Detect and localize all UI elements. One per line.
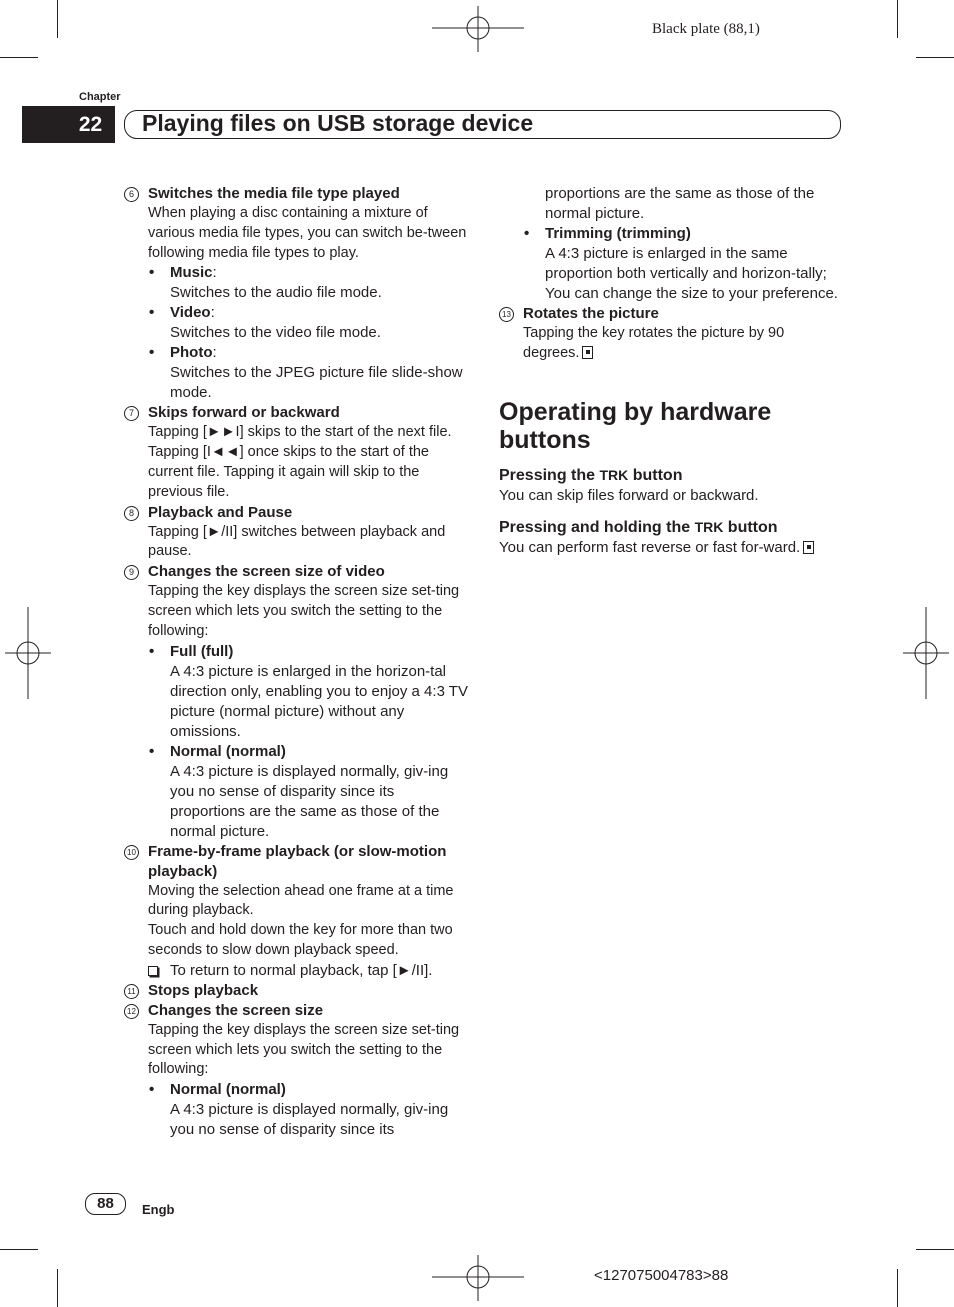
chapter-number-text: 22: [78, 112, 103, 136]
item-title: Skips forward or backward: [148, 404, 340, 422]
bullet-text: Switches to the audio file mode.: [170, 284, 382, 302]
item-title: Changes the screen size: [148, 1001, 324, 1019]
bullet-dot-icon: •: [149, 742, 155, 760]
crop-mark: [897, 1269, 898, 1307]
trk-label: TRK: [599, 466, 629, 483]
crop-mark: [57, 1269, 58, 1307]
item-number-badge: 6: [124, 187, 139, 202]
bullet-dot-icon: •: [149, 344, 155, 362]
chapter-title: Playing files on USB storage device: [142, 110, 534, 136]
item-7-body: Tapping [►►I] skips to the start of the next file. Tapping [I◄◄] once skips to the start of the current file. Tapping it again will skip to the previous file.: [148, 424, 452, 500]
right-column: [499, 184, 844, 558]
bullet-text: Switches to the JPEG picture file slide-show mode.: [170, 364, 463, 402]
item-10-heading: [124, 842, 468, 882]
subheading-pressing: [499, 465, 844, 486]
chapter-label: Chapter: [79, 91, 121, 103]
crop-mark: [897, 0, 898, 38]
crop-mark: [57, 0, 58, 38]
item-title: Frame-by-frame playback (or slow-motion playback): [148, 842, 447, 880]
item-12-heading: [124, 1001, 468, 1021]
bullet-dot-icon: •: [524, 225, 530, 242]
subheading-text: button: [723, 518, 778, 536]
item-number-badge: 7: [124, 406, 139, 421]
language-code: Engb: [142, 1202, 175, 1217]
item-number-badge: 9: [124, 565, 139, 580]
subheading-text: button: [628, 466, 683, 484]
bullet-dot-icon: •: [149, 1081, 155, 1099]
page-number: 88: [85, 1193, 126, 1215]
end-mark-icon: [582, 346, 593, 359]
item-number-badge: 11: [124, 984, 139, 999]
item-title: Playback and Pause: [148, 503, 293, 521]
bullet-title: Video: [170, 304, 211, 322]
bullet-title: Full (full): [170, 642, 234, 660]
registration-mark-left: [5, 607, 51, 699]
item-title: Changes the screen size of video: [148, 563, 385, 581]
item-8-body: Tapping [►/II] switches between playback and pause.: [148, 523, 446, 560]
bullet-full: [124, 642, 468, 662]
bullet-title: Photo: [170, 344, 213, 362]
bullet-text-continued: proportions are the same as those of the normal picture.: [545, 185, 815, 222]
bullet-video: • Video:: [149, 304, 215, 322]
bullet-text: Switches to the video file mode.: [170, 324, 381, 342]
item-number-badge: 8: [124, 506, 139, 521]
item-13-body: [499, 324, 844, 364]
crop-mark: [916, 1249, 954, 1250]
bullet-text: A 4:3 picture is displayed normally, giv-ing you no sense of disparity since its: [170, 1101, 449, 1139]
plate-label: Black plate (88,1): [652, 21, 760, 37]
item-title: Stops playback: [148, 981, 259, 999]
end-mark-icon: [803, 541, 814, 554]
bullet-title: Normal (normal): [170, 1081, 286, 1099]
document-code: <127075004783>88: [594, 1267, 729, 1284]
item-10-body: Touch and hold down the key for more than two seconds to slow down playback speed.: [148, 922, 453, 958]
bullet-dot-icon: •: [149, 304, 155, 322]
bullet-normal: [124, 742, 468, 762]
item-title: Rotates the picture: [523, 305, 659, 322]
chapter-number: [22, 106, 115, 143]
item-7-heading: [124, 403, 468, 423]
crop-mark: [0, 1249, 38, 1250]
registration-mark-right: [903, 607, 949, 699]
subsection-text-wrap: [499, 538, 844, 558]
bullet-dot-icon: •: [149, 642, 155, 660]
registration-mark-bottom: [432, 1255, 524, 1301]
bullet-dot-icon: •: [149, 264, 155, 282]
item-9-body: Tapping the key displays the screen size set-ting screen which lets you switch the setting to the following:: [148, 583, 460, 639]
item-number-badge: 13: [499, 307, 514, 322]
left-column: [124, 184, 468, 1140]
item-11-heading: [124, 981, 468, 1001]
note: [124, 961, 468, 981]
crop-mark: [0, 57, 38, 58]
bullet-title: Trimming (trimming): [545, 225, 691, 242]
bullet-photo: • Photo:: [149, 344, 217, 362]
bullet-text: A 4:3 picture is enlarged in the horizon-tal direction only, enabling you to enjoy a 4:3 TV picture (normal picture) without any omissions.: [170, 662, 468, 740]
subsection-text: You can skip files forward or backward.: [499, 486, 759, 504]
item-title: Switches the media file type played: [148, 185, 400, 202]
subsection-text: You can perform fast reverse or fast for-ward.: [499, 538, 801, 556]
bullet-music: • Music:: [149, 264, 217, 282]
item-12-body: Tapping the key displays the screen size set-ting screen which lets you switch the setting to the following:: [148, 1021, 460, 1078]
item-13-text: Tapping the key rotates the picture by 90 degrees.: [523, 325, 785, 361]
item-number-badge: 10: [124, 845, 139, 860]
item-6-body: When playing a disc containing a mixture of various media file types, you can switch be-tween following media file types to play.: [148, 205, 467, 261]
subheading-text: Pressing the: [499, 466, 600, 484]
bullet-normal: [124, 1080, 468, 1100]
bullet-trimming: [499, 224, 844, 244]
subheading-holding: [499, 517, 844, 538]
item-13-heading: [499, 304, 844, 324]
item-6-heading: [124, 184, 468, 204]
bullet-title: Normal (normal): [170, 742, 286, 760]
item-number-badge: 12: [124, 1004, 139, 1019]
item-8-heading: [124, 503, 468, 523]
section-title: Operating by hardware buttons: [499, 397, 772, 454]
bullet-text: A 4:3 picture is enlarged in the same proportion both vertically and horizon-tally; You can change the size to your preference.: [545, 245, 838, 302]
item-9-heading: [124, 562, 468, 582]
note-checkbox-icon: [148, 966, 158, 976]
bullet-text: A 4:3 picture is displayed normally, giv-ing you no sense of disparity since its proportions are the same as those of the normal picture.: [170, 762, 449, 840]
item-10-body: Moving the selection ahead one frame at a time during playback.: [148, 882, 454, 919]
registration-mark-top: [432, 6, 524, 52]
bullet-title: Music: [170, 264, 213, 282]
crop-mark: [916, 57, 954, 58]
subheading-text: Pressing and holding the: [499, 518, 695, 536]
trk-label: TRK: [694, 518, 724, 535]
note-text: To return to normal playback, tap [►/II].: [170, 961, 433, 979]
